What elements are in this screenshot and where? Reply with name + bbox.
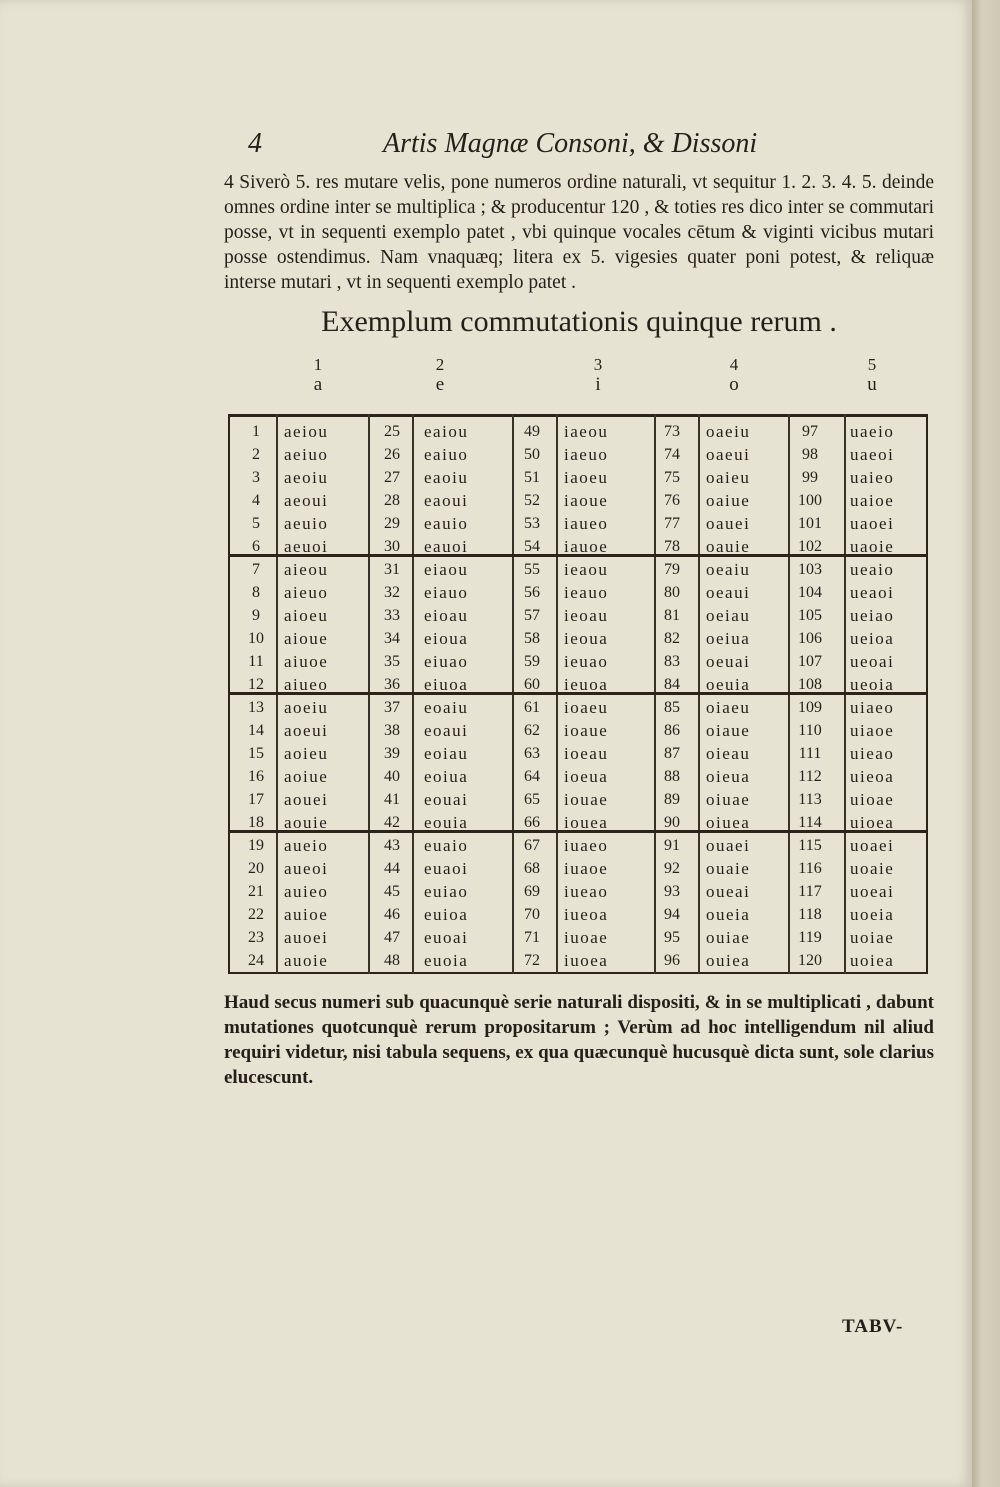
permutation-cell: iaueo bbox=[564, 514, 609, 533]
row-number: 95 bbox=[664, 929, 680, 946]
permutation-cell: aeiuo bbox=[284, 445, 329, 464]
page-number: 4 bbox=[248, 128, 262, 159]
column-vowel: e bbox=[435, 374, 445, 395]
row-number: 38 bbox=[384, 722, 400, 739]
column-number: 5 bbox=[867, 355, 877, 374]
row-number: 97 bbox=[802, 423, 818, 440]
permutation-cell: oieua bbox=[706, 767, 751, 786]
permutation-cell: uaoie bbox=[850, 537, 895, 556]
permutation-cell: uoeai bbox=[850, 882, 895, 901]
permutation-cell: iuoae bbox=[564, 928, 609, 947]
permutation-cell: ieuao bbox=[564, 652, 609, 671]
row-number: 69 bbox=[524, 883, 540, 900]
permutation-cell: eiaou bbox=[424, 560, 469, 579]
row-number: 50 bbox=[524, 446, 540, 463]
row-number: 49 bbox=[524, 423, 540, 440]
row-number: 70 bbox=[524, 906, 540, 923]
row-number: 4 bbox=[252, 492, 260, 509]
permutation-cell: oeaui bbox=[706, 583, 751, 602]
row-number: 66 bbox=[524, 814, 540, 831]
permutation-cell: aoeiu bbox=[284, 698, 329, 717]
column-number: 4 bbox=[729, 355, 739, 374]
permutation-cell: oiaue bbox=[706, 721, 751, 740]
row-number: 3 bbox=[252, 469, 260, 486]
permutation-cell: uioae bbox=[850, 790, 895, 809]
row-number: 55 bbox=[524, 561, 540, 578]
permutation-cell: oeiua bbox=[706, 629, 751, 648]
permutation-cell: iaoeu bbox=[564, 468, 609, 487]
row-number: 68 bbox=[524, 860, 540, 877]
row-number: 114 bbox=[798, 814, 822, 831]
permutation-cell: eoaiu bbox=[424, 698, 469, 717]
row-number: 16 bbox=[248, 768, 264, 785]
permutation-cell: aouie bbox=[284, 813, 329, 832]
row-number: 111 bbox=[798, 745, 822, 762]
row-number: 46 bbox=[384, 906, 400, 923]
row-number: 26 bbox=[384, 446, 400, 463]
row-number: 62 bbox=[524, 722, 540, 739]
permutation-cell: uaeoi bbox=[850, 445, 895, 464]
permutation-cell: uoiea bbox=[850, 951, 895, 970]
row-number: 86 bbox=[664, 722, 680, 739]
row-number: 42 bbox=[384, 814, 400, 831]
permutation-cell: euoia bbox=[424, 951, 469, 970]
permutation-cell: iauoe bbox=[564, 537, 609, 556]
permutation-cell: uoaie bbox=[850, 859, 895, 878]
permutation-cell: oeuai bbox=[706, 652, 751, 671]
row-number: 92 bbox=[664, 860, 680, 877]
permutation-cell: uoeia bbox=[850, 905, 895, 924]
column-header-3 bbox=[578, 355, 618, 395]
row-number: 98 bbox=[802, 446, 818, 463]
row-number: 60 bbox=[524, 676, 540, 693]
row-number: 80 bbox=[664, 584, 680, 601]
permutation-cell: eoiua bbox=[424, 767, 469, 786]
row-number: 78 bbox=[664, 538, 680, 555]
permutation-cell: ieoua bbox=[564, 629, 609, 648]
row-number: 106 bbox=[798, 630, 822, 647]
permutation-cell: euaoi bbox=[424, 859, 469, 878]
row-number: 17 bbox=[248, 791, 264, 808]
permutation-cell: ioaeu bbox=[564, 698, 609, 717]
column-vowel: i bbox=[595, 374, 601, 395]
permutation-cell: aeoiu bbox=[284, 468, 329, 487]
permutation-cell: aiuoe bbox=[284, 652, 329, 671]
row-number: 87 bbox=[664, 745, 680, 762]
permutation-cell: uoiae bbox=[850, 928, 895, 947]
row-number: 51 bbox=[524, 469, 540, 486]
permutation-cell: iaeou bbox=[564, 422, 609, 441]
permutation-cell: uaieo bbox=[850, 468, 895, 487]
permutation-cell: eauio bbox=[424, 514, 469, 533]
row-number: 110 bbox=[798, 722, 822, 739]
permutation-cell: euioa bbox=[424, 905, 469, 924]
row-number: 67 bbox=[524, 837, 540, 854]
running-title: Artis Magnæ Consoni, & Dissoni bbox=[383, 128, 758, 159]
permutation-cell: ioeua bbox=[564, 767, 609, 786]
row-number: 117 bbox=[798, 883, 822, 900]
permutation-cell: uieoa bbox=[850, 767, 895, 786]
row-number: 72 bbox=[524, 952, 540, 969]
permutation-cell: auioe bbox=[284, 905, 329, 924]
row-number: 25 bbox=[384, 423, 400, 440]
permutation-cell: eiuao bbox=[424, 652, 469, 671]
column-number: 1 bbox=[313, 355, 323, 374]
permutation-cell: ueaio bbox=[850, 560, 895, 579]
row-number: 120 bbox=[798, 952, 822, 969]
table-title: Exemplum commutationis quinque rerum . bbox=[321, 305, 837, 338]
permutation-cell: oueia bbox=[706, 905, 751, 924]
permutation-cell: eauoi bbox=[424, 537, 469, 556]
permutation-cell: oeiau bbox=[706, 606, 751, 625]
permutation-cell: oiuae bbox=[706, 790, 751, 809]
column-vowel: o bbox=[729, 374, 739, 395]
permutation-cell: eouia bbox=[424, 813, 469, 832]
permutation-cell: eaiuo bbox=[424, 445, 469, 464]
permutation-cell: oaeui bbox=[706, 445, 751, 464]
permutation-cell: eaoiu bbox=[424, 468, 469, 487]
row-number: 85 bbox=[664, 699, 680, 716]
permutation-cell: oauie bbox=[706, 537, 751, 556]
permutation-cell: oaeiu bbox=[706, 422, 751, 441]
row-number: 11 bbox=[248, 653, 264, 670]
row-number: 43 bbox=[384, 837, 400, 854]
permutation-cell: aioue bbox=[284, 629, 329, 648]
permutation-cell: aeuoi bbox=[284, 537, 329, 556]
permutation-cell: euaio bbox=[424, 836, 469, 855]
row-number: 76 bbox=[664, 492, 680, 509]
permutation-cell: ioaue bbox=[564, 721, 609, 740]
row-number: 79 bbox=[664, 561, 680, 578]
column-number: 2 bbox=[435, 355, 445, 374]
row-number: 35 bbox=[384, 653, 400, 670]
row-number: 112 bbox=[798, 768, 822, 785]
permutation-cell: eouai bbox=[424, 790, 469, 809]
row-number: 91 bbox=[664, 837, 680, 854]
row-number: 22 bbox=[248, 906, 264, 923]
permutation-cell: ouiae bbox=[706, 928, 751, 947]
permutation-cell: oieau bbox=[706, 744, 751, 763]
row-number: 31 bbox=[384, 561, 400, 578]
row-number: 40 bbox=[384, 768, 400, 785]
row-number: 37 bbox=[384, 699, 400, 716]
permutation-cell: oaiue bbox=[706, 491, 751, 510]
row-number: 102 bbox=[798, 538, 822, 555]
permutation-cell: uioea bbox=[850, 813, 895, 832]
permutation-cell: eioau bbox=[424, 606, 469, 625]
permutation-cell: aueoi bbox=[284, 859, 329, 878]
page-edge bbox=[972, 0, 1000, 1487]
permutation-cell: ueoai bbox=[850, 652, 895, 671]
row-number: 8 bbox=[252, 584, 260, 601]
permutation-cell: ieauo bbox=[564, 583, 609, 602]
permutation-cell: eoiau bbox=[424, 744, 469, 763]
permutation-cell: eoaui bbox=[424, 721, 469, 740]
row-number: 7 bbox=[252, 561, 260, 578]
row-number: 48 bbox=[384, 952, 400, 969]
permutation-cell: aeoui bbox=[284, 491, 329, 510]
row-number: 81 bbox=[664, 607, 680, 624]
row-number: 56 bbox=[524, 584, 540, 601]
row-number: 61 bbox=[524, 699, 540, 716]
permutation-cell: uieao bbox=[850, 744, 895, 763]
row-number: 116 bbox=[798, 860, 822, 877]
row-number: 29 bbox=[384, 515, 400, 532]
permutation-cell: eioua bbox=[424, 629, 469, 648]
row-number: 113 bbox=[798, 791, 822, 808]
row-number: 89 bbox=[664, 791, 680, 808]
permutation-cell: aoiue bbox=[284, 767, 329, 786]
permutation-cell: auieo bbox=[284, 882, 329, 901]
row-number: 75 bbox=[664, 469, 680, 486]
row-number: 119 bbox=[798, 929, 822, 946]
row-number: 108 bbox=[798, 676, 822, 693]
closing-paragraph: Haud secus numeri sub quacunquè serie naturali dispositi, & in se multiplicati , dabunt mutationes quotcunquè rerum propositarum ; Verùm ad hoc intelligendum nil aliud requiri videtur, nisi tabula sequens, ex qua quæcunquè hucusquè dicta sunt, sole clarius elucescunt. bbox=[224, 992, 934, 1088]
row-number: 71 bbox=[524, 929, 540, 946]
permutation-cell: ueaoi bbox=[850, 583, 895, 602]
row-number: 52 bbox=[524, 492, 540, 509]
column-vowel: u bbox=[867, 374, 877, 395]
row-number: 45 bbox=[384, 883, 400, 900]
permutation-cell: ioeau bbox=[564, 744, 609, 763]
permutation-cell: uoaei bbox=[850, 836, 895, 855]
column-vowel: a bbox=[313, 374, 323, 395]
permutation-cell: ueiao bbox=[850, 606, 895, 625]
permutation-cell: ieoau bbox=[564, 606, 609, 625]
row-number: 74 bbox=[664, 446, 680, 463]
row-number: 53 bbox=[524, 515, 540, 532]
permutation-cell: ueoia bbox=[850, 675, 895, 694]
permutation-cell: aiueo bbox=[284, 675, 329, 694]
row-number: 20 bbox=[248, 860, 264, 877]
permutation-cell: auoie bbox=[284, 951, 329, 970]
permutation-cell: uiaoe bbox=[850, 721, 895, 740]
permutation-cell: auoei bbox=[284, 928, 329, 947]
row-number: 14 bbox=[248, 722, 264, 739]
row-number: 88 bbox=[664, 768, 680, 785]
permutation-cell: iuoea bbox=[564, 951, 609, 970]
row-number: 12 bbox=[248, 676, 264, 693]
row-number: 18 bbox=[248, 814, 264, 831]
row-number: 65 bbox=[524, 791, 540, 808]
permutation-cell: ouaie bbox=[706, 859, 751, 878]
permutation-cell: aoeui bbox=[284, 721, 329, 740]
row-number: 93 bbox=[664, 883, 680, 900]
permutation-cell: eaiou bbox=[424, 422, 469, 441]
row-number: 57 bbox=[524, 607, 540, 624]
row-number: 107 bbox=[798, 653, 822, 670]
row-number: 28 bbox=[384, 492, 400, 509]
column-header-5 bbox=[852, 355, 892, 395]
row-number: 103 bbox=[798, 561, 822, 578]
row-number: 23 bbox=[248, 929, 264, 946]
permutation-cell: uiaeo bbox=[850, 698, 895, 717]
row-number: 104 bbox=[798, 584, 822, 601]
row-number: 82 bbox=[664, 630, 680, 647]
row-number: 59 bbox=[524, 653, 540, 670]
row-number: 47 bbox=[384, 929, 400, 946]
row-number: 13 bbox=[248, 699, 264, 716]
permutation-cell: eiuoa bbox=[424, 675, 469, 694]
row-number: 2 bbox=[252, 446, 260, 463]
catchword: TABV- bbox=[842, 1316, 904, 1337]
permutation-cell: ieaou bbox=[564, 560, 609, 579]
permutation-cell: aouei bbox=[284, 790, 329, 809]
row-number: 27 bbox=[384, 469, 400, 486]
permutation-cell: aieuo bbox=[284, 583, 329, 602]
permutation-cell: iaoue bbox=[564, 491, 609, 510]
row-number: 24 bbox=[248, 952, 264, 969]
row-number: 115 bbox=[798, 837, 822, 854]
column-number: 3 bbox=[593, 355, 603, 374]
permutation-cell: iouea bbox=[564, 813, 609, 832]
row-number: 19 bbox=[248, 837, 264, 854]
permutation-cell: iueao bbox=[564, 882, 609, 901]
row-number: 64 bbox=[524, 768, 540, 785]
permutation-cell: oaieu bbox=[706, 468, 751, 487]
row-number: 83 bbox=[664, 653, 680, 670]
permutation-cell: iuaeo bbox=[564, 836, 609, 855]
column-header-4 bbox=[714, 355, 754, 395]
permutation-cell: euiao bbox=[424, 882, 469, 901]
permutation-cell: eiauo bbox=[424, 583, 469, 602]
permutation-cell: oeuia bbox=[706, 675, 751, 694]
row-number: 6 bbox=[252, 538, 260, 555]
permutation-cell: ueioa bbox=[850, 629, 895, 648]
row-number: 21 bbox=[248, 883, 264, 900]
permutation-cell: uaeio bbox=[850, 422, 895, 441]
row-number: 94 bbox=[664, 906, 680, 923]
permutation-cell: oiuea bbox=[706, 813, 751, 832]
page-header bbox=[248, 128, 808, 168]
permutation-cell: uaoei bbox=[850, 514, 895, 533]
permutation-cell: aoieu bbox=[284, 744, 329, 763]
row-number: 96 bbox=[664, 952, 680, 969]
row-number: 101 bbox=[798, 515, 822, 532]
permutation-cell: aeiou bbox=[284, 422, 329, 441]
permutation-cell: oueai bbox=[706, 882, 751, 901]
row-number: 99 bbox=[802, 469, 818, 486]
row-number: 36 bbox=[384, 676, 400, 693]
row-number: 100 bbox=[798, 492, 822, 509]
permutation-cell: uaioe bbox=[850, 491, 895, 510]
permutation-cell: iueoa bbox=[564, 905, 609, 924]
permutation-cell: oauei bbox=[706, 514, 751, 533]
row-number: 84 bbox=[664, 676, 680, 693]
row-number: 44 bbox=[384, 860, 400, 877]
permutation-cell: iuaoe bbox=[564, 859, 609, 878]
row-number: 32 bbox=[384, 584, 400, 601]
intro-paragraph: 4 Siverò 5. res mutare velis, pone numeros ordine naturali, vt sequitur 1. 2. 3. 4. 5. deinde omnes ordine inter se multiplica ; & producentur 120 , & toties res dico inter se commutari posse, vt in sequenti exemplo patet , vbi quinque vocales cētum & viginti vicibus mutari posse ostendimus. Nam vnaquæq; litera ex 5. vigesies quater poni potest, & reliquæ interse mutari , vt in sequenti exemplo patet . bbox=[224, 172, 934, 293]
row-number: 54 bbox=[524, 538, 540, 555]
row-number: 33 bbox=[384, 607, 400, 624]
column-header-2 bbox=[420, 355, 460, 395]
row-number: 30 bbox=[384, 538, 400, 555]
permutation-cell: iouae bbox=[564, 790, 609, 809]
row-number: 90 bbox=[664, 814, 680, 831]
row-number: 10 bbox=[248, 630, 264, 647]
row-number: 77 bbox=[664, 515, 680, 532]
row-number: 58 bbox=[524, 630, 540, 647]
permutation-cell: aueio bbox=[284, 836, 329, 855]
permutation-cell: oiaeu bbox=[706, 698, 751, 717]
row-number: 109 bbox=[798, 699, 822, 716]
row-number: 118 bbox=[798, 906, 822, 923]
row-number: 1 bbox=[252, 423, 260, 440]
column-header-1 bbox=[298, 355, 338, 395]
permutation-cell: iaeuo bbox=[564, 445, 609, 464]
permutation-cell: aeuio bbox=[284, 514, 329, 533]
permutation-cell: ouaei bbox=[706, 836, 751, 855]
row-number: 9 bbox=[252, 607, 260, 624]
permutation-cell: aieou bbox=[284, 560, 329, 579]
permutation-cell: ieuoa bbox=[564, 675, 609, 694]
row-number: 15 bbox=[248, 745, 264, 762]
permutation-cell: aioeu bbox=[284, 606, 329, 625]
row-number: 63 bbox=[524, 745, 540, 762]
permutation-cell: oeaiu bbox=[706, 560, 751, 579]
row-number: 41 bbox=[384, 791, 400, 808]
permutation-cell: eaoui bbox=[424, 491, 469, 510]
permutation-cell: euoai bbox=[424, 928, 469, 947]
row-number: 39 bbox=[384, 745, 400, 762]
row-number: 105 bbox=[798, 607, 822, 624]
row-number: 73 bbox=[664, 423, 680, 440]
permutation-cell: ouiea bbox=[706, 951, 751, 970]
row-number: 34 bbox=[384, 630, 400, 647]
row-number: 5 bbox=[252, 515, 260, 532]
